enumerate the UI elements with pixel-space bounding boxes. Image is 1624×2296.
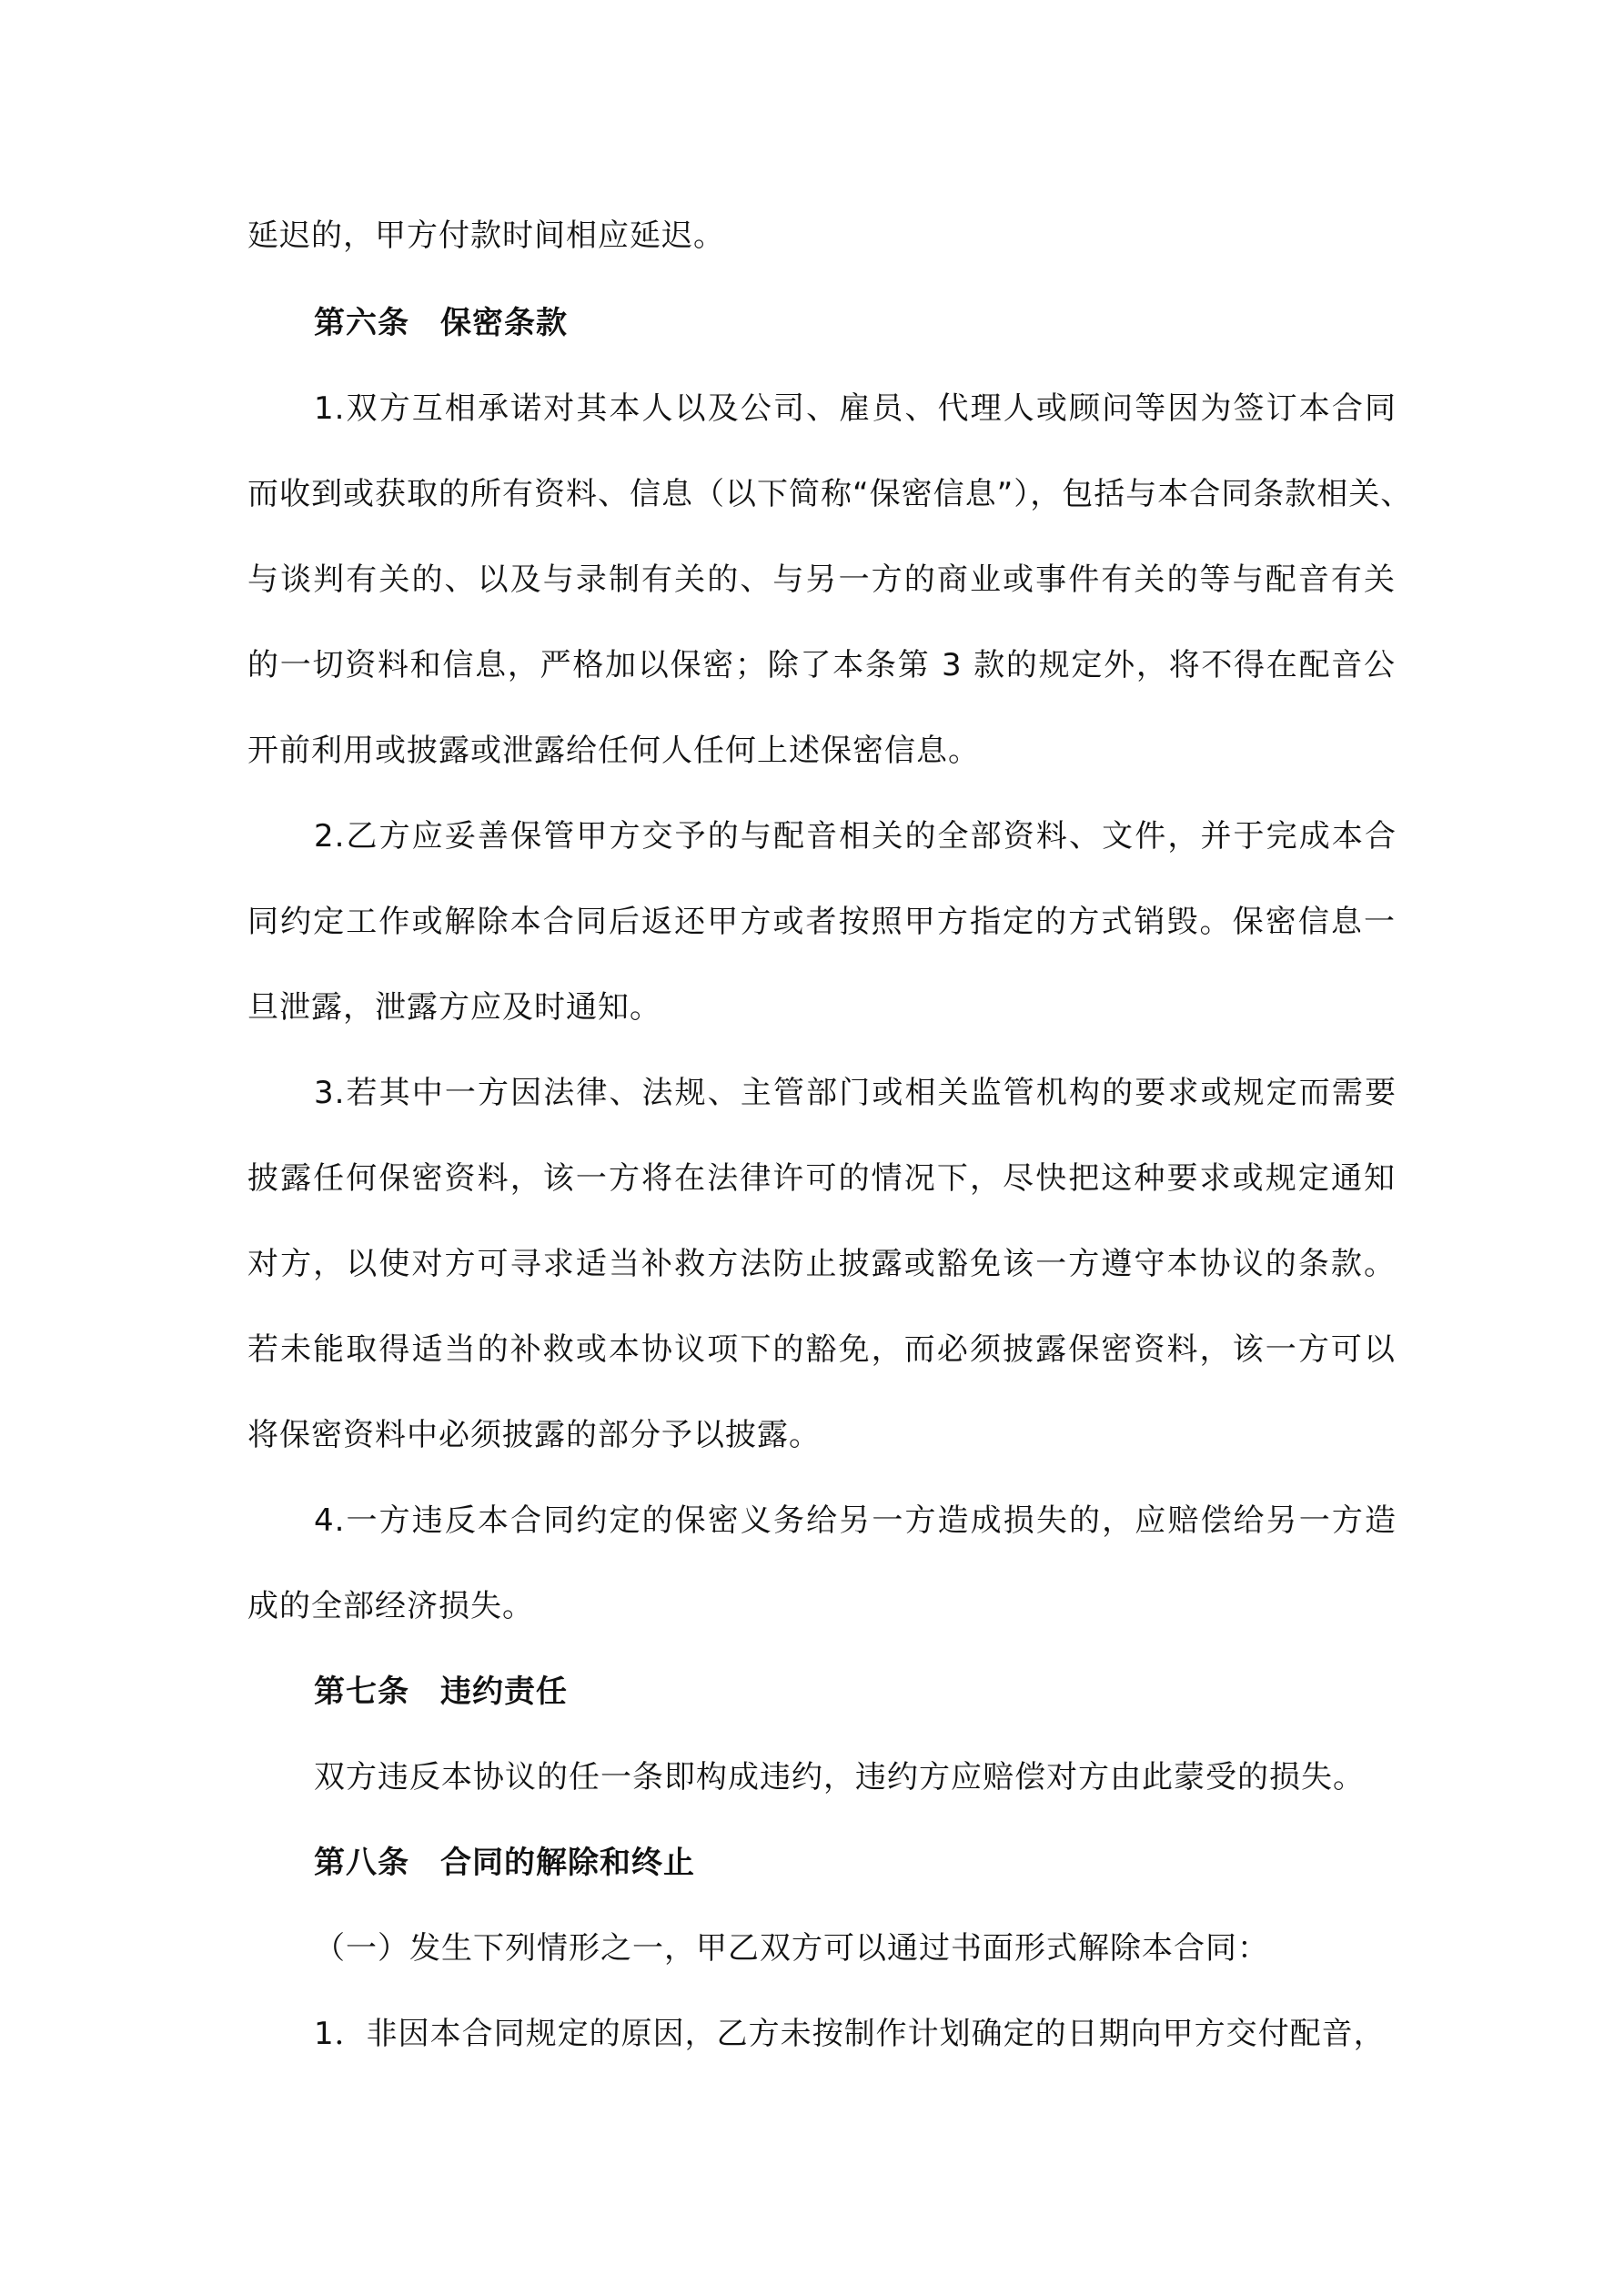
section-heading-7 bbox=[314, 1671, 1397, 1713]
section-heading-8 bbox=[314, 1842, 1397, 1884]
paragraph-line: 双方违反本协议的任一条即构成违约，违约方应赔偿对方由此蒙受的损失。 bbox=[314, 1759, 1365, 1795]
paragraph-line: 若未能取得适当的补救或本协议项下的豁免，而必须披露保密资料，该一方可以 bbox=[247, 1331, 1396, 1368]
section-title: 违约责任 bbox=[440, 1674, 568, 1710]
paragraph-line: 延迟的，甲方付款时间相应延迟。 bbox=[247, 217, 725, 254]
section-title: 保密条款 bbox=[440, 305, 568, 341]
section-title: 合同的解除和终止 bbox=[440, 1845, 695, 1881]
paragraph-line: 成的全部经济损失。 bbox=[247, 1588, 534, 1624]
paragraph-line: 与谈判有关的、以及与录制有关的、与另一方的商业或事件有关的等与配音有关 bbox=[247, 561, 1396, 598]
paragraph-line: 1.双方互相承诺对其本人以及公司、雇员、代理人或顾问等因为签订本合同 bbox=[314, 390, 1397, 427]
section-number: 第六条 bbox=[314, 305, 409, 341]
section-heading-6 bbox=[314, 302, 1397, 344]
paragraph-line: 旦泄露，泄露方应及时通知。 bbox=[247, 989, 661, 1026]
section-number: 第八条 bbox=[314, 1845, 409, 1881]
paragraph-line: 2.乙方应妥善保管甲方交予的与配音相关的全部资料、文件，并于完成本合 bbox=[314, 818, 1397, 855]
paragraph-line: 开前利用或披露或泄露给任何人任何上述保密信息。 bbox=[247, 733, 980, 769]
paragraph-line: 披露任何保密资料，该一方将在法律许可的情况下，尽快把这种要求或规定通知 bbox=[247, 1160, 1396, 1197]
paragraph-line: 的一切资料和信息，严格加以保密；除了本条第 3 款的规定外，将不得在配音公 bbox=[247, 647, 1396, 683]
paragraph-line: 对方，以使对方可寻求适当补救方法防止披露或豁免该一方遵守本协议的条款。 bbox=[247, 1246, 1396, 1282]
paragraph-line: 4.一方违反本合同约定的保密义务给另一方造成损失的，应赔偿给另一方造 bbox=[314, 1502, 1397, 1539]
paragraph-line: 同约定工作或解除本合同后返还甲方或者按照甲方指定的方式销毁。保密信息一 bbox=[247, 904, 1396, 940]
section-number: 第七条 bbox=[314, 1674, 409, 1710]
paragraph-line: 将保密资料中必须披露的部分予以披露。 bbox=[247, 1417, 821, 1453]
paragraph-line: 1．非因本合同规定的原因，乙方未按制作计划确定的日期向甲方交付配音， bbox=[314, 2016, 1386, 2052]
paragraph-line: 而收到或获取的所有资料、信息（以下简称“保密信息”），包括与本合同条款相关、 bbox=[247, 476, 1413, 512]
paragraph-line: 3.若其中一方因法律、法规、主管部门或相关监管机构的要求或规定而需要 bbox=[314, 1075, 1397, 1111]
paragraph-line: （一）发生下列情形之一，甲乙双方可以通过书面形式解除本合同： bbox=[314, 1930, 1269, 1967]
